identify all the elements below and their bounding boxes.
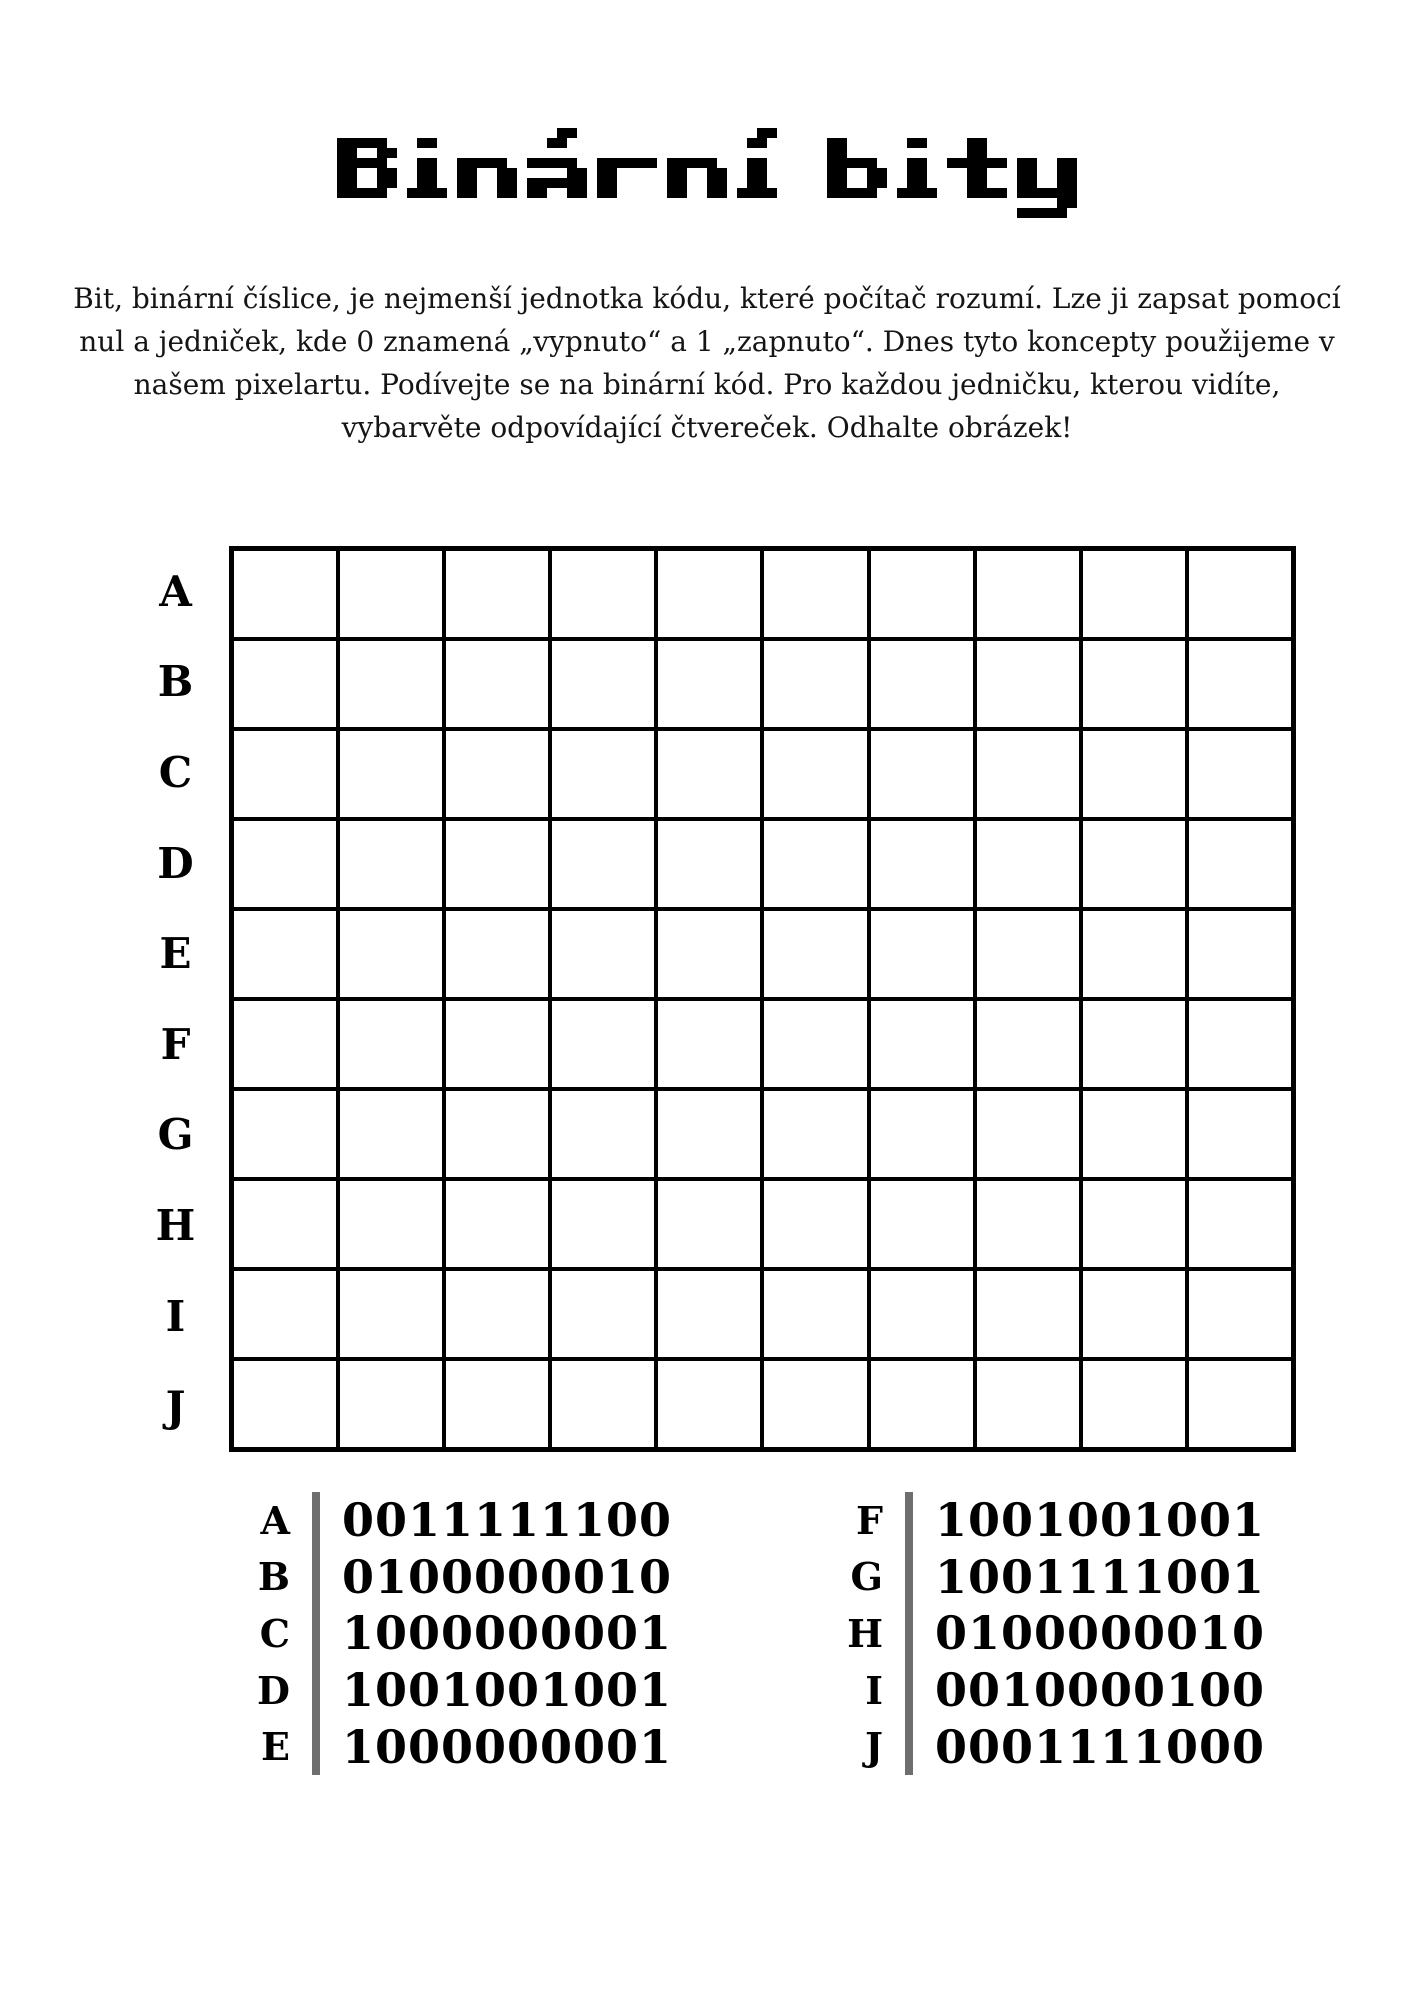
grid-cell[interactable]: [340, 1361, 442, 1447]
code-row-label: G: [850, 1554, 883, 1600]
intro-line: vybarvěte odpovídající čtvereček. Odhalte obrázek!: [341, 411, 1073, 444]
grid-cell[interactable]: [1083, 1001, 1185, 1087]
title-glyph: [897, 118, 937, 218]
grid-cell[interactable]: [234, 1271, 336, 1357]
pixel-art-grid: [229, 546, 1296, 1452]
title-glyph: [1017, 118, 1077, 218]
grid-cell[interactable]: [1083, 1181, 1185, 1267]
code-row-label: D: [257, 1667, 290, 1713]
grid-cell[interactable]: [977, 1271, 1079, 1357]
grid-cell[interactable]: [977, 641, 1079, 727]
title-glyph: [787, 118, 817, 218]
code-bits: 0011111100: [342, 1493, 673, 1548]
grid-cell[interactable]: [552, 911, 654, 997]
grid-cell[interactable]: [552, 641, 654, 727]
intro-paragraph: [0, 277, 1414, 449]
grid-cell[interactable]: [446, 1181, 548, 1267]
grid-cell[interactable]: [977, 1181, 1079, 1267]
binary-codes-right: [811, 1492, 1265, 1775]
grid-cell[interactable]: [658, 911, 760, 997]
grid-row-label: C: [158, 747, 193, 797]
grid-cell[interactable]: [764, 641, 866, 727]
grid-cell[interactable]: [1189, 731, 1291, 817]
grid-cell[interactable]: [871, 1181, 973, 1267]
grid-cell[interactable]: [552, 1271, 654, 1357]
grid-cell[interactable]: [552, 1091, 654, 1177]
grid-cell[interactable]: [764, 821, 866, 907]
grid-cell[interactable]: [1189, 821, 1291, 907]
title-glyph: [737, 118, 777, 218]
code-divider: [312, 1492, 320, 1775]
grid-cell[interactable]: [552, 551, 654, 637]
title-glyph: [597, 118, 657, 218]
grid-cell[interactable]: [340, 551, 442, 637]
code-bits: 0100000010: [342, 1549, 673, 1604]
grid-cell[interactable]: [446, 551, 548, 637]
grid-cell[interactable]: [871, 641, 973, 727]
grid-cell[interactable]: [446, 641, 548, 727]
grid-cell[interactable]: [764, 911, 866, 997]
grid-cell[interactable]: [1189, 1271, 1291, 1357]
grid-cell[interactable]: [446, 731, 548, 817]
grid-cell[interactable]: [764, 1091, 866, 1177]
grid-cell[interactable]: [1083, 911, 1185, 997]
code-bits: 0100000010: [935, 1606, 1266, 1661]
grid-cell[interactable]: [658, 641, 760, 727]
grid-cell[interactable]: [340, 641, 442, 727]
code-row-label: F: [856, 1497, 883, 1543]
grid-cell[interactable]: [764, 1271, 866, 1357]
grid-cell[interactable]: [340, 821, 442, 907]
grid-cell[interactable]: [977, 911, 1079, 997]
grid-cell[interactable]: [871, 821, 973, 907]
code-bits: 0010000100: [935, 1663, 1266, 1718]
title-glyph: [947, 118, 1007, 218]
grid-cell[interactable]: [658, 1271, 760, 1357]
code-bits: 1001001001: [342, 1663, 673, 1718]
grid-cell[interactable]: [234, 641, 336, 727]
grid-cell[interactable]: [1083, 821, 1185, 907]
grid-cell[interactable]: [1083, 551, 1185, 637]
title-glyph: [527, 118, 587, 218]
grid-cell[interactable]: [1083, 731, 1185, 817]
grid-cell[interactable]: [871, 551, 973, 637]
grid-cell[interactable]: [871, 1361, 973, 1447]
code-bits: 1000000001: [342, 1606, 673, 1661]
grid-cell[interactable]: [871, 731, 973, 817]
grid-cell[interactable]: [234, 1001, 336, 1087]
grid-cell[interactable]: [1189, 641, 1291, 727]
grid-row-label: I: [165, 1291, 186, 1341]
grid-cell[interactable]: [871, 1091, 973, 1177]
grid-cell[interactable]: [764, 1181, 866, 1267]
grid-cell[interactable]: [340, 911, 442, 997]
grid-cell[interactable]: [764, 551, 866, 637]
grid-cell[interactable]: [552, 1001, 654, 1087]
code-row-label: E: [261, 1724, 290, 1770]
grid-cell[interactable]: [977, 551, 1079, 637]
grid-cell[interactable]: [658, 731, 760, 817]
grid-row-label: J: [165, 1382, 186, 1432]
grid-cell[interactable]: [871, 1001, 973, 1087]
grid-cell[interactable]: [552, 1181, 654, 1267]
grid-cell[interactable]: [1189, 911, 1291, 997]
code-row-label: B: [257, 1554, 290, 1600]
grid-cell[interactable]: [977, 1091, 1079, 1177]
grid-cell[interactable]: [552, 821, 654, 907]
grid-row-label: G: [157, 1110, 194, 1160]
grid-cell[interactable]: [446, 821, 548, 907]
intro-line: našem pixelartu. Podívejte se na binární kód. Pro každou jedničku, kterou vidíte,: [133, 368, 1281, 401]
grid-cell[interactable]: [1189, 1361, 1291, 1447]
code-row-label: A: [260, 1497, 290, 1543]
code-row-label: H: [847, 1610, 883, 1656]
grid-cell[interactable]: [340, 1001, 442, 1087]
grid-cell[interactable]: [234, 821, 336, 907]
grid-cell[interactable]: [977, 821, 1079, 907]
binary-codes-left: [218, 1492, 672, 1775]
intro-line: nul a jedniček, kde 0 znamená „vypnuto“ a 1 „zapnuto“. Dnes tyto koncepty použijeme v: [79, 325, 1335, 358]
grid-cell[interactable]: [446, 911, 548, 997]
grid-cell[interactable]: [658, 551, 760, 637]
grid-cell[interactable]: [340, 1091, 442, 1177]
code-bits: 0001111000: [935, 1719, 1266, 1774]
code-row-label: J: [865, 1724, 883, 1770]
grid-row-label: B: [157, 657, 194, 707]
grid-row-label: F: [160, 1019, 191, 1069]
grid-cell[interactable]: [234, 731, 336, 817]
grid-cell[interactable]: [234, 911, 336, 997]
grid-cell[interactable]: [977, 731, 1079, 817]
code-row-label: C: [259, 1610, 290, 1656]
grid-cell[interactable]: [1189, 1181, 1291, 1267]
code-bits: 1001001001: [935, 1493, 1266, 1548]
grid-cell[interactable]: [871, 911, 973, 997]
grid-cell[interactable]: [1189, 551, 1291, 637]
grid-row-label: E: [159, 929, 192, 979]
code-divider: [905, 1492, 913, 1775]
grid-cell[interactable]: [1189, 1091, 1291, 1177]
grid-cell[interactable]: [977, 1361, 1079, 1447]
grid-cell[interactable]: [658, 1361, 760, 1447]
title-glyph: [667, 118, 727, 218]
code-bits: 1000000001: [342, 1719, 673, 1774]
grid-cell[interactable]: [658, 1001, 760, 1087]
grid-cell[interactable]: [1083, 1361, 1185, 1447]
code-bits: 1001111001: [935, 1549, 1266, 1604]
grid-cell[interactable]: [1083, 1091, 1185, 1177]
grid-cell[interactable]: [1083, 641, 1185, 727]
grid-cell[interactable]: [234, 1361, 336, 1447]
grid-cell[interactable]: [764, 731, 866, 817]
grid-cell[interactable]: [552, 731, 654, 817]
grid-cell[interactable]: [1083, 1271, 1185, 1357]
grid-cell[interactable]: [871, 1271, 973, 1357]
grid-cell[interactable]: [552, 1361, 654, 1447]
grid-row-label: D: [157, 838, 194, 888]
grid-cell[interactable]: [658, 821, 760, 907]
code-row-label: I: [865, 1667, 883, 1713]
grid-cell[interactable]: [234, 551, 336, 637]
grid-cell[interactable]: [234, 1181, 336, 1267]
title-glyph: [457, 118, 517, 218]
grid-row-label: H: [155, 1200, 196, 1250]
title-glyph: [827, 118, 887, 218]
grid-cell[interactable]: [446, 1091, 548, 1177]
title-glyph: [337, 118, 397, 218]
grid-cell[interactable]: [340, 1181, 442, 1267]
grid-cell[interactable]: [764, 1361, 866, 1447]
page-title: [0, 118, 1414, 218]
grid-cell[interactable]: [658, 1181, 760, 1267]
grid-cell[interactable]: [658, 1091, 760, 1177]
grid-cell[interactable]: [234, 1091, 336, 1177]
title-glyph: [407, 118, 447, 218]
grid-cell[interactable]: [446, 1271, 548, 1357]
grid-row-labels: [128, 546, 223, 1452]
grid-cell[interactable]: [1189, 1001, 1291, 1087]
grid-cell[interactable]: [446, 1361, 548, 1447]
grid-cell[interactable]: [340, 731, 442, 817]
intro-line: Bit, binární číslice, je nejmenší jednotka kódu, které počítač rozumí. Lze ji zapsat pomocí: [73, 282, 1341, 315]
grid-row-label: A: [159, 566, 192, 616]
grid-cell[interactable]: [446, 1001, 548, 1087]
grid-cell[interactable]: [977, 1001, 1079, 1087]
grid-cell[interactable]: [764, 1001, 866, 1087]
grid-cell[interactable]: [340, 1271, 442, 1357]
